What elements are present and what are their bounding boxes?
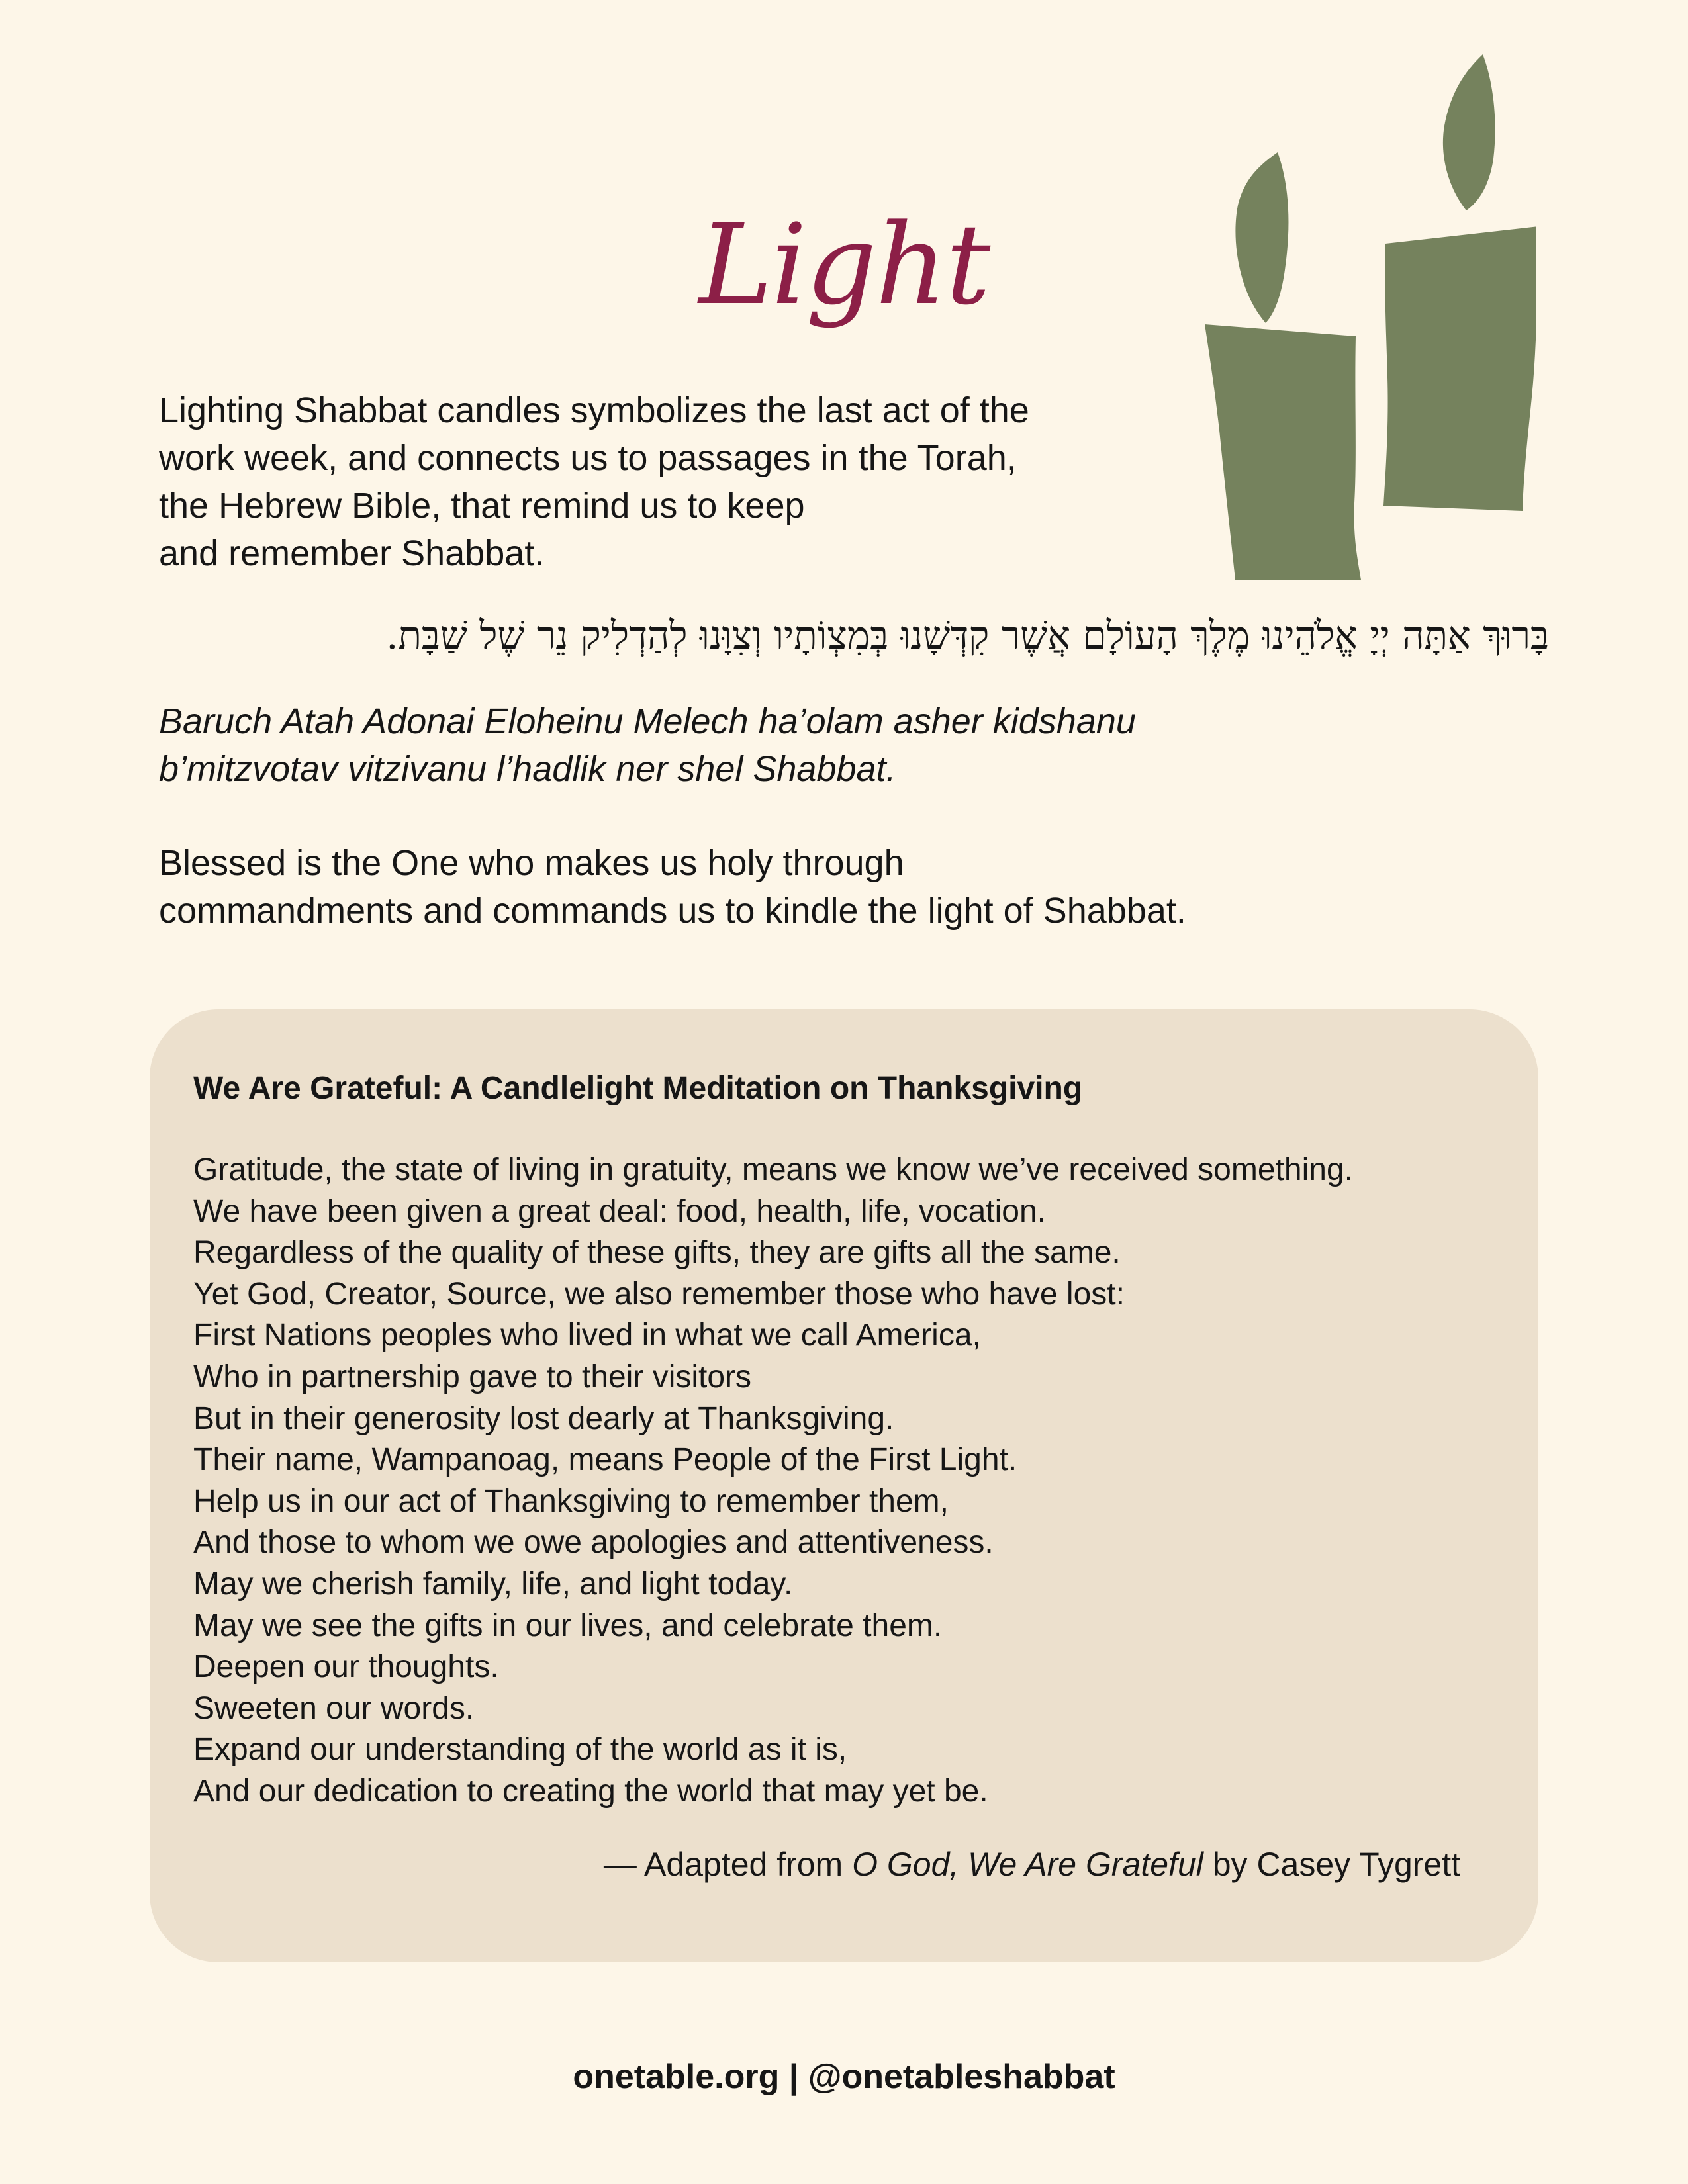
- intro-line: the Hebrew Bible, that remind us to keep: [159, 486, 805, 525]
- attribution-work-title: O God, We Are Grateful: [852, 1846, 1203, 1883]
- meditation-line: But in their generosity lost dearly at Thanksgiving.: [193, 1400, 894, 1436]
- meditation-line: Help us in our act of Thanksgiving to remember them,: [193, 1483, 949, 1519]
- meditation-box: [150, 1009, 1538, 1962]
- meditation-line: Who in partnership gave to their visitors: [193, 1359, 752, 1394]
- transliteration-line: Baruch Atah Adonai Eloheinu Melech ha’olam asher kidshanu: [159, 702, 1136, 741]
- meditation-text: [193, 1150, 1511, 1813]
- transliteration-line: b’mitzvotav vitzivanu l’hadlik ner shel Shabbat.: [159, 749, 896, 789]
- attribution-prefix: — Adapted from: [603, 1846, 853, 1883]
- intro-line: and remember Shabbat.: [159, 533, 545, 573]
- attribution-author: by Casey Tygrett: [1203, 1846, 1460, 1883]
- meditation-line: Yet God, Creator, Source, we also remember those who have lost:: [193, 1276, 1125, 1312]
- page-title: Light: [698, 200, 990, 330]
- meditation-line: Expand our understanding of the world as it is,: [193, 1732, 847, 1768]
- translation-line: Blessed is the One who makes us holy through: [159, 843, 904, 883]
- footer-links[interactable]: onetable.org | @onetableshabbat: [573, 2058, 1115, 2096]
- intro-paragraph: [159, 387, 1192, 577]
- intro-line: work week, and connects us to passages in the Torah,: [159, 438, 1017, 478]
- meditation-line: Deepen our thoughts.: [193, 1649, 499, 1685]
- left-candle: [1205, 324, 1361, 580]
- hebrew-blessing: בָּרוּךְ אַתָּה יְיָ אֱלֹהֵינוּ מֶלֶךְ הָעוֹלָם אֲשֶׁר קִדְּשָׁנוּ בְּמִצְוֹתָיו וְצִוָּנוּ לְהַדְלִיק נֵר שֶׁל שַׁבָּת.: [386, 613, 1549, 658]
- meditation-line: Sweeten our words.: [193, 1690, 475, 1726]
- translation-line: commandments and commands us to kindle the light of Shabbat.: [159, 891, 1186, 931]
- meditation-line: First Nations peoples who lived in what we call America,: [193, 1318, 981, 1353]
- meditation-line: May we see the gifts in our lives, and celebrate them.: [193, 1608, 943, 1643]
- transliteration: [159, 698, 1417, 793]
- intro-line: Lighting Shabbat candles symbolizes the last act of the: [159, 390, 1029, 430]
- meditation-title: We Are Grateful: A Candlelight Meditation on Thanksgiving: [193, 1071, 1083, 1106]
- meditation-line: Their name, Wampanoag, means People of the First Light.: [193, 1442, 1017, 1478]
- meditation-line: Regardless of the quality of these gifts, they are gifts all the same.: [193, 1235, 1121, 1271]
- meditation-line: Gratitude, the state of living in gratuity, means we know we’ve received something.: [193, 1152, 1353, 1187]
- meditation-line: We have been given a great deal: food, health, life, vocation.: [193, 1193, 1046, 1229]
- right-candle-flame: [1443, 54, 1495, 210]
- attribution: [534, 1844, 1460, 1884]
- translation: [159, 839, 1483, 934]
- meditation-line: And those to whom we owe apologies and attentiveness.: [193, 1525, 994, 1561]
- meditation-line: And our dedication to creating the world that may yet be.: [193, 1773, 988, 1809]
- meditation-line: May we cherish family, life, and light today.: [193, 1566, 793, 1602]
